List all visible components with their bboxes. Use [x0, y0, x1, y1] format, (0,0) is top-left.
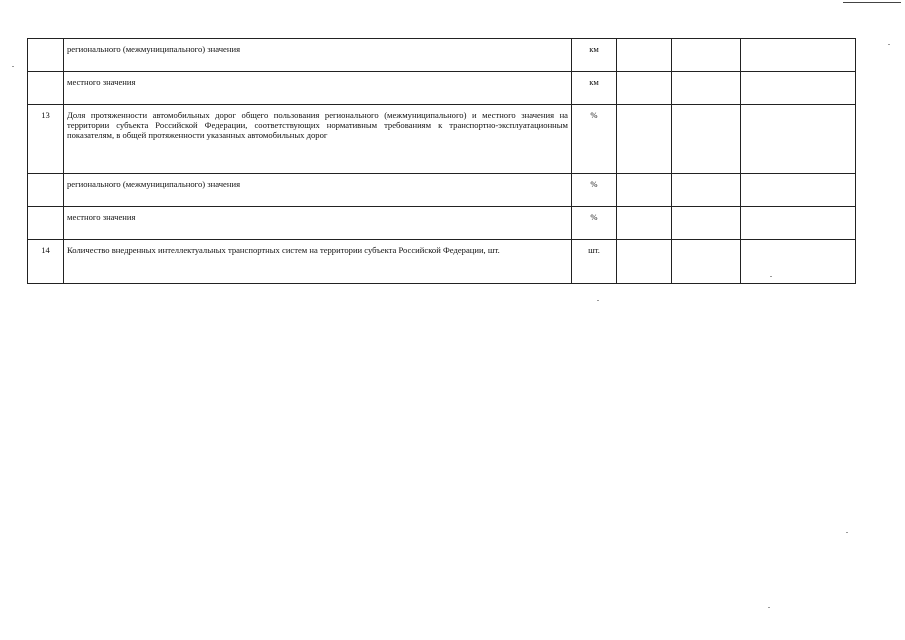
value-cell — [672, 174, 741, 207]
value-cell — [741, 207, 856, 240]
row-unit: км — [572, 39, 617, 72]
top-edge-mark — [843, 2, 901, 3]
table-row — [28, 105, 856, 174]
row-description: местного значения — [64, 207, 572, 240]
indicators-table — [27, 38, 856, 284]
row-description: регионального (межмуниципального) значения — [64, 39, 572, 72]
value-cell — [741, 39, 856, 72]
scan-speck — [597, 300, 599, 301]
row-number — [28, 72, 64, 105]
row-number: 13 — [28, 105, 64, 174]
value-cell — [672, 207, 741, 240]
table-row — [28, 39, 856, 72]
row-description: регионального (межмуниципального) значения — [64, 174, 572, 207]
row-number — [28, 39, 64, 72]
row-number — [28, 207, 64, 240]
scan-speck — [846, 532, 848, 533]
row-unit: % — [572, 174, 617, 207]
table-row — [28, 72, 856, 105]
scan-speck — [770, 276, 772, 277]
table-row — [28, 174, 856, 207]
value-cell — [741, 174, 856, 207]
row-description: местного значения — [64, 72, 572, 105]
scan-speck — [768, 607, 770, 608]
value-cell — [741, 240, 856, 284]
row-number: 14 — [28, 240, 64, 284]
value-cell — [672, 105, 741, 174]
row-description: Доля протяженности автомобильных дорог общего пользования регионального (межмуниципального) и местного значения на территории субъекта Российской Федерации, соответствующих нормативным требованиям к транспортно-эксплуатационным показателям, в общей протяженности указанных автомобильных дорог — [64, 105, 572, 174]
scan-speck — [12, 66, 14, 67]
value-cell — [617, 105, 672, 174]
value-cell — [672, 39, 741, 72]
row-unit: шт. — [572, 240, 617, 284]
value-cell — [617, 72, 672, 105]
value-cell — [672, 240, 741, 284]
row-unit: км — [572, 72, 617, 105]
table-row — [28, 207, 856, 240]
value-cell — [741, 72, 856, 105]
scan-speck — [888, 44, 890, 45]
value-cell — [617, 240, 672, 284]
value-cell — [672, 72, 741, 105]
row-unit: % — [572, 207, 617, 240]
row-number — [28, 174, 64, 207]
value-cell — [617, 39, 672, 72]
row-description: Количество внедренных интеллектуальных транспортных систем на территории субъекта Российской Федерации, шт. — [64, 240, 572, 284]
value-cell — [617, 207, 672, 240]
value-cell — [617, 174, 672, 207]
value-cell — [741, 105, 856, 174]
row-unit: % — [572, 105, 617, 174]
table-row — [28, 240, 856, 284]
